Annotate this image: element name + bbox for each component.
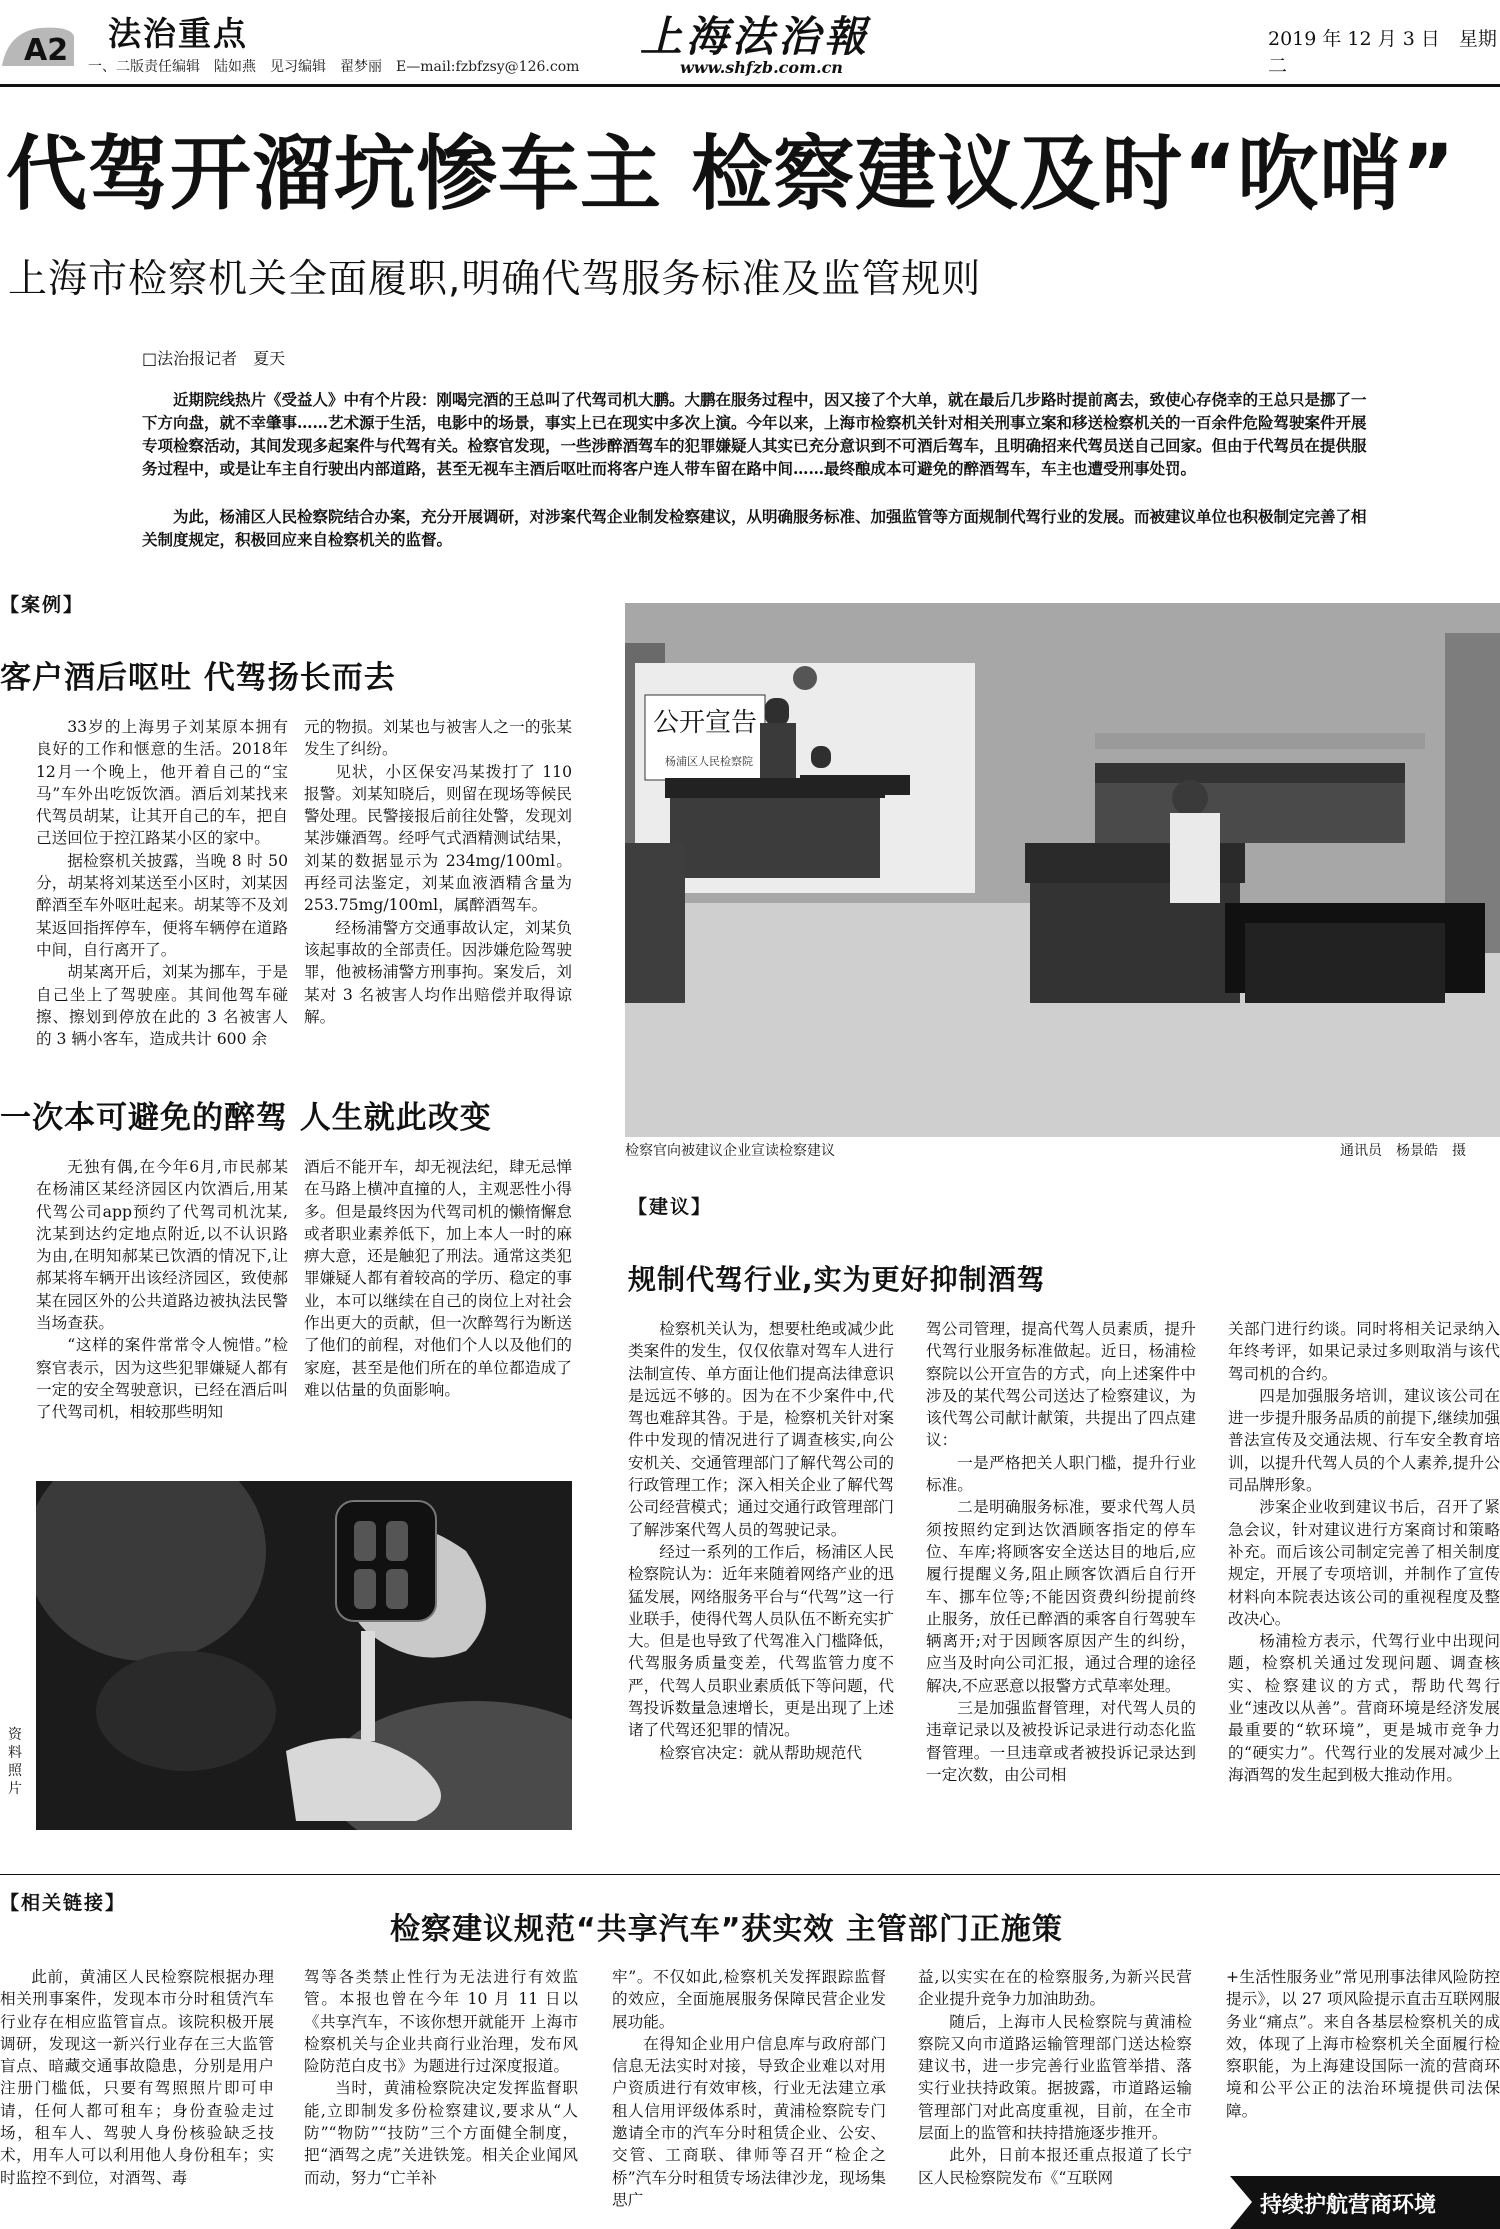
campaign-ribbon-text: 持续护航营商环境 (1260, 2193, 1437, 2218)
header-rule (0, 84, 1500, 87)
photo1-caption: 检察官向被建议企业宣读检察建议 (625, 1143, 835, 1159)
case-story2-column: 酒后不能开车，却无视法纪，肆无忌惮在马路上横冲直撞的人，主观恶性小得多。但是最终因为代驾司机的懒惰懈怠或者职业素养低下，加上本人一时的麻痹大意，还是触犯了刑法。通常这类犯罪嫌疑人都有着较高的学历、稳定的事业，本可以继续在自己的岗位上对社会作出更大的贡献，但一次醉驾行为断送了他们的前程，对他们个人以及他们的家庭，甚至是他们所在的单位都造成了难以估量的负面影响。 (304, 1158, 572, 1399)
car-keys-photo (36, 1481, 572, 1830)
case-section-tag: 【案例】 (0, 594, 85, 616)
lead-paragraph: 近期院线热片《受益人》中有个片段：刚喝完酒的王总叫了代驾司机大鹏。大鹏在服务过程中，因又接了个大单，就在最后几步路时提前离去，致使心存侥幸的王总只是挪了一下方向盘，就不幸肇事……艺术源于生活，电影中的场景，事实上已在现实中多次上演。今年以来，上海市检察机关针对相关刑事立案和移送检察机关的一百余件危险驾驶案件开展专项检察活动，其间发现多起案件与代驾有关。检察官发现，一些涉醉酒驾车的犯罪嫌疑人其实已充分意识到不可酒后驾车，且明确招来代驾员送自己回家。但由于代驾员在提供服务过程中，或是让车主自行驶出内部道路，甚至无视车主酒后呕吐而将客户连人带车留在路中间……最终酿成本可避免的醉酒驾车，车主也遭受刑事处罚。 (142, 390, 1367, 478)
hearing-sign: 公开宣告 (653, 708, 758, 738)
page-code: A2 (24, 33, 69, 68)
newspaper-website: www.shfzb.com.cn (680, 58, 843, 77)
suggestion-title: 规制代驾行业,实为更好抑制酒驾 (628, 1263, 1046, 1296)
suggestion-column: 检察机关认为，想要杜绝或减少此类案件的发生，仅仅依靠对驾车人进行法制宣传、单方面让他们提高法律意识是远远不够的。因为在不少案件中,代驾也难辞其咎。于是，检察机关针对案件中发现的情况进行了调查核实,向公安机关、交通管理部门了解代驾公司的行政管理工作；深入相关企业了解代驾公司经营模式；通过交通行政管理部门了解涉案代驾人员的驾驶记录。 经过一系列的工作后，杨浦区人民检察院认为：近年来随着网络产业的迅猛发展，网络服务平台与“代驾”这一行业联手，使得代驾人员队伍不断充实扩大。但是也导致了代驾准入门槛降低，代驾服务质量变差，代驾监管力度不严，代驾人员职业素质低下等问题，代驾投诉数量急速增长，更是出现了上述诸了代驾还犯罪的情况。 检察官决定：就从帮助规范代 (628, 1320, 894, 1762)
case-story2-title: 一次本可避免的醉驾 人生就此改变 (0, 1100, 492, 1136)
case-story1-column: 元的物损。刘某也与被害人之一的张某发生了纠纷。 见状，小区保安冯某拨打了 110 报警。刘某知晓后，则留在现场等候民警处理。民警接报后前往处警，发现刘某涉嫌酒驾。经呼气式酒精测试结果，刘某的数据显示为 234mg/100ml。再经司法鉴定，刘某血液酒精含量为 253.75mg/100ml，属醉酒驾车。 经杨浦警方交通事故认定，刘某负该起事故的全部责任。因涉嫌危险驾驶罪，他被杨浦警方刑事拘。案发后，刘某对 3 名被害人均作出赔偿并取得谅解。 (304, 718, 572, 1026)
sub-headline: 上海市检察机关全面履职,明确代驾服务标准及监管规则 (8, 257, 982, 302)
byline: □法治报记者 夏天 (142, 349, 286, 368)
issue-date: 2019 年 12 月 3 日 星期二 (1268, 28, 1497, 77)
suggestion-column: 关部门进行约谈。同时将相关记录纳入年终考评，如果记录过多则取消与该代驾司机的合约。 四是加强服务培训，建议该公司在进一步提升服务品质的前提下,继续加强普法宣传及交通法规、行车安全教育培训，以提升代驾人员的个人素养,提升公司品牌形象。 涉案企业收到建议书后，召开了紧急会议，针对建议进行方案商讨和策略补充。而后该公司制定完善了相关制度规定，开展了专项培训，并制作了宣传材料向本院表达该公司的重视程度及整改决心。 杨浦检方表示，代驾行业中出现问题，检察机关通过发现问题、调查核实、检察建议的方式，帮助代驾行业“速改以从善”。营商环境是经济发展最重要的“软环境”，更是城市竞争力的“硬实力”。代驾行业的发展对减少上海酒驾的发生起到极大推动作用。 (1228, 1320, 1500, 1784)
editor-credits: 一、二版责任编辑 陆如燕 见习编辑 翟梦丽 E—mail:fzbfzsy@126.com (88, 59, 580, 75)
case-story1-title: 客户酒后呕吐 代驾扬长而去 (0, 660, 396, 696)
photo2-credit: 资料照片 (8, 1727, 22, 1797)
related-column: 此前，黄浦区人民检察院根据办理相关刑事案件，发现本市分时租赁汽车行业存在相应监管盲点。该院积极开展调研，发现这一新兴行业存在三大监管盲点、暗藏交通事故隐患，分别是用户注册门槛低，只要有驾照照片即可申请，任何人都可租车；身份查验走过场，租车人、驾驶人身份核验缺乏技术，用车人可以利用他人身份租车；实时监控不到位，对酒驾、毒 (0, 1968, 274, 2187)
lead-paragraph: 为此，杨浦区人民检察院结合办案，充分开展调研，对涉案代驾企业制发检察建议，从明确服务标准、加强监管等方面规制代驾行业的发展。而被建议单位也积极制定完善了相关制度规定，积极回应来自检察机关的监督。 (142, 507, 1367, 549)
related-section-rule (0, 1874, 1500, 1875)
suggestion-column: 驾公司管理，提高代驾人员素质，提升代驾行业服务标准做起。近日，杨浦检察院以公开宣告的方式，向上述案件中涉及的某代驾公司送达了检察建议，为该代驾公司献计献策，共提出了四点建议： 一是严格把关人职门槛，提升行业标准。 二是明确服务标准，要求代驾人员须按照约定到达饮酒顾客指定的停车位、车库;将顾客安全送达目的地后,应履行提醒义务,阻止顾客饮酒后自行开车、挪车位等;不能因资费纠纷提前终止服务，放任已醉酒的乘客自行驾驶车辆离开;对于因顾客原因产生的纠纷，应当及时向公司汇报，通过合理的途径解决,不应恶意以报警方式草率处理。 三是加强监督管理，对代驾人员的违章记录以及被投诉记录进行动态化监督管理。一旦违章或者被投诉记录达到一定次数，由公司相 (926, 1320, 1196, 1784)
campaign-ribbon (1230, 2176, 1500, 2229)
suggestion-section-tag: 【建议】 (628, 1196, 713, 1218)
related-column: 益,以实实在在的检察服务,为新兴民营企业提升竞争力加油助劲。 随后，上海市人民检察院与黄浦检察院又向市道路运输管理部门送达检察建议书，进一步完善行业监管举措、落实行业扶持政策。据披露，市道路运输管理部门对此高度重视，目前，在全市层面上的监管和扶持措施逐步推开。 此外，日前本报还重点报道了长宁区人民检察院发布《“互联网 (918, 1968, 1192, 2187)
page-number-badge (0, 22, 76, 68)
newspaper-masthead: 上海法治報 (640, 12, 871, 61)
related-section-tag: 【相关链接】 (0, 1892, 127, 1914)
main-headline: 代驾开溜坑惨车主 检察建议及时“吹哨” (6, 128, 1456, 222)
related-title: 检察建议规范“共享汽车”获实效 主管部门正施策 (390, 1912, 1063, 1947)
hearing-sign-sub: 杨浦区人民检察院 (665, 755, 753, 768)
related-column: +生活性服务业”常见刑事法律风险防控提示》，以 27 项风险提示直击互联网服务业“痛点”。来自各基层检察机关的成效，体现了上海市检察机关全面履行检察职能，为上海建设国际一流的营商环境和公平公正的法治环境提供司法保障。 (1226, 1968, 1500, 2120)
case-story2-column: 无独有偶,在今年6月,市民郝某在杨浦区某经济园区内饮酒后,用某代驾公司app预约了代驾司机沈某,沈某到达约定地点附近,以不认识路为由,在明知郝某已饮酒的情况下,让郝某将车辆开出该经济园区，致使郝某在园区外的公共道路边被执法民警当场查获。 “这样的案件常常令人惋惜。”检察官表示，因为这些犯罪嫌疑人都有一定的安全驾驶意识，已经在酒后叫了代驾司机，相较那些明知 (36, 1158, 288, 1422)
courtroom-photo (625, 603, 1500, 1137)
related-column: 驾等各类禁止性行为无法进行有效监管。本报也曾在今年 10 月 11 日以《共享汽车，不该你想开就能开 上海市检察机关与企业共商行业治理，发布风险防范白皮书》为题进行过深度报道。 当时，黄浦检察院决定发挥监督职能,立即制发多份检察建议,要求从“人防”“物防”“技防”三个方面健全制度，把“酒驾之虎”关进铁笼。相关企业闻风而动，努力“亡羊补 (304, 1968, 578, 2187)
related-column: 牢”。不仅如此,检察机关发挥跟踪监督的效应，全面施展服务保障民营企业发展功能。 在得知企业用户信息库与政府部门信息无法实时对接，导致企业难以对用户资质进行有效审核，行业无法建立承租人信用评级体系时，黄浦检察院专门邀请全市的汽车分时租赁企业、公安、交管、工商联、律师等召开“检企之桥”汽车分时租赁专场法律沙龙，现场集思广 (612, 1968, 886, 2209)
photo1-credit: 通讯员 杨景皓 摄 (1340, 1143, 1466, 1159)
case-story1-column: 33岁的上海男子刘某原本拥有良好的工作和惬意的生活。2018年12月一个晚上，他开着自己的“宝马”车外出吃饭饮酒。酒后刘某找来代驾员胡某，让其开自己的车，把自己送回位于控江路某小区的家中。 据检察机关披露，当晚 8 时 50 分，胡某将刘某送至小区时，刘某因醉酒至车外呕吐起来。胡某等不及刘某返回指挥停车，便将车辆停在道路中间，自行离开了。 胡某离开后，刘某为挪车，于是自己坐上了驾驶座。其间他驾车碰擦、擦划到停放在此的 3 名被害人的 3 辆小客车，造成共计 600 余 (36, 718, 288, 1049)
section-title: 法治重点 (108, 14, 248, 53)
